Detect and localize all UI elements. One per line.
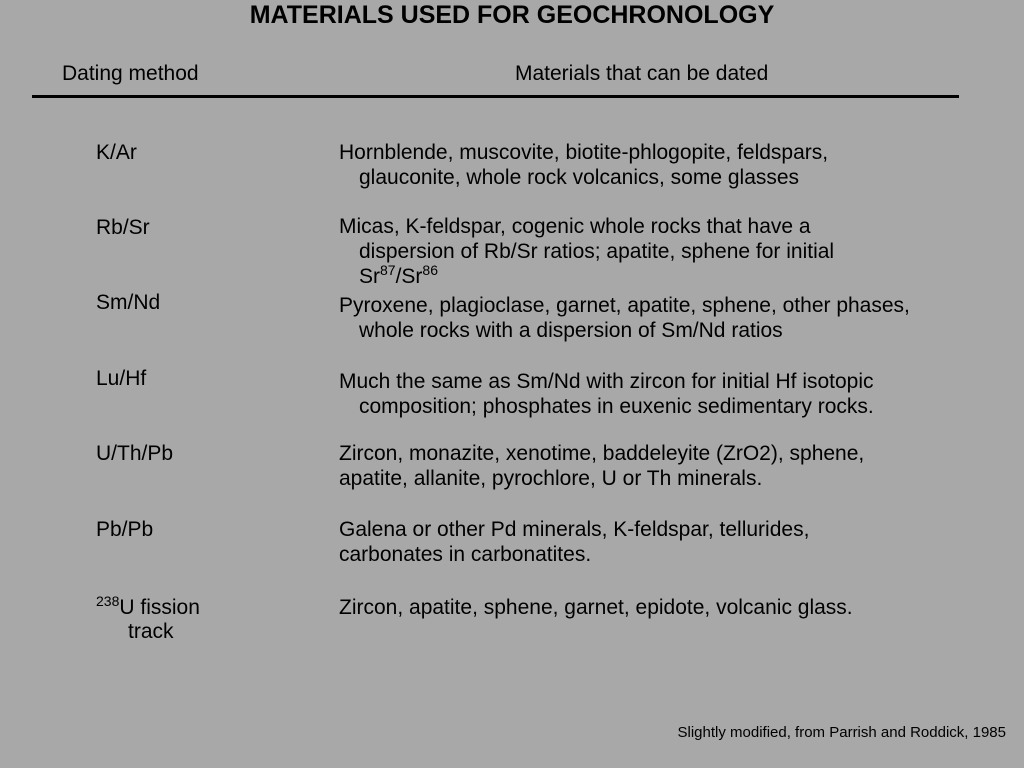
method-first-line bbox=[96, 593, 200, 619]
materials-line: Galena or other Pd minerals, K-feldspar, tellurides, bbox=[339, 518, 810, 541]
materials-pb-pb bbox=[339, 517, 1009, 567]
materials-u-fission-track bbox=[339, 595, 1009, 620]
method-pb-pb: Pb/Pb bbox=[96, 518, 154, 541]
materials-line: Zircon, monazite, xenotime, baddeleyite (ZrO2), sphene, bbox=[339, 442, 865, 465]
materials-line: composition; phosphates in euxenic sedimentary rocks. bbox=[359, 395, 874, 418]
materials-line: Zircon, apatite, sphene, garnet, epidote, volcanic glass. bbox=[339, 596, 853, 619]
materials-line: apatite, allanite, pyrochlore, U or Th minerals. bbox=[339, 467, 763, 490]
materials-k-ar bbox=[339, 140, 1009, 190]
method-u-fission-track bbox=[96, 593, 200, 644]
isotope-mass: 86 bbox=[422, 262, 438, 278]
materials-u-th-pb bbox=[339, 441, 1009, 491]
isotope-symbol: Sr bbox=[359, 265, 380, 288]
method-k-ar: K/Ar bbox=[96, 141, 137, 164]
isotope-ratio bbox=[339, 264, 1009, 289]
materials-line: whole rocks with a dispersion of Sm/Nd ratios bbox=[359, 319, 783, 342]
materials-line: Micas, K-feldspar, cogenic whole rocks that have a bbox=[339, 215, 811, 238]
method-label: U fission bbox=[119, 596, 200, 619]
method-rb-sr: Rb/Sr bbox=[96, 216, 150, 239]
materials-lu-hf bbox=[339, 369, 1009, 419]
materials-line: dispersion of Rb/Sr ratios; apatite, sphene for initial bbox=[359, 240, 835, 263]
isotope-symbol: Sr bbox=[401, 265, 423, 288]
column-header-materials: Materials that can be dated bbox=[515, 62, 769, 85]
source-credit: Slightly modified, from Parrish and Roddick, 1985 bbox=[677, 724, 1006, 741]
ratio-separator: / bbox=[395, 265, 402, 288]
column-header-method: Dating method bbox=[62, 62, 199, 85]
method-u-th-pb: U/Th/Pb bbox=[96, 442, 174, 465]
materials-line: carbonates in carbonatites. bbox=[339, 543, 592, 566]
materials-line: Hornblende, muscovite, biotite-phlogopite, feldspars, bbox=[339, 141, 829, 164]
materials-line: Much the same as Sm/Nd with zircon for initial Hf isotopic bbox=[339, 370, 874, 393]
isotope-mass: 238 bbox=[96, 593, 120, 609]
materials-sm-nd bbox=[339, 293, 1009, 343]
materials-rb-sr bbox=[339, 214, 1009, 289]
method-continuation: track bbox=[128, 620, 174, 643]
header-rule bbox=[32, 95, 959, 98]
method-sm-nd: Sm/Nd bbox=[96, 291, 161, 314]
isotope-mass: 87 bbox=[380, 262, 396, 278]
method-lu-hf: Lu/Hf bbox=[96, 367, 147, 390]
materials-line: Pyroxene, plagioclase, garnet, apatite, sphene, other phases, bbox=[339, 294, 910, 317]
materials-line: glauconite, whole rock volcanics, some glasses bbox=[359, 166, 800, 189]
page-title: MATERIALS USED FOR GEOCHRONOLOGY bbox=[249, 1, 775, 29]
